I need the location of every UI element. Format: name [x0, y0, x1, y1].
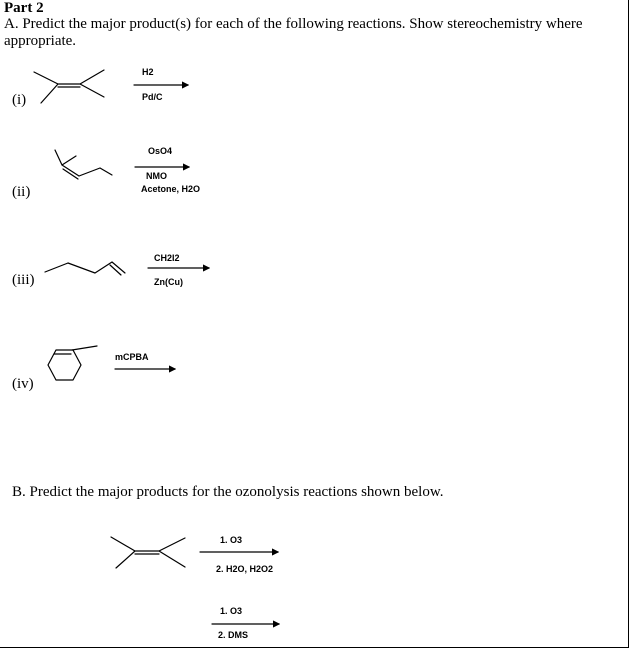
molecule-iv — [48, 346, 97, 380]
reagent-ii-below: NMO — [146, 171, 167, 181]
molecule-iii — [45, 262, 125, 275]
molecule-ii — [55, 150, 112, 179]
reagent-i-above: H2 — [142, 67, 154, 77]
ozonolysis-2-step-2: 2. DMS — [218, 630, 249, 640]
part-title: Part 2 — [4, 0, 44, 16]
molecule-b — [111, 537, 185, 568]
section-a-instruction: A. Predict the major product(s) for each of the following reactions. Show stereochemistry where appropriate. — [4, 16, 583, 49]
ozonolysis-1-step-1: 1. O3 — [220, 535, 243, 545]
reagent-i-below: Pd/C — [142, 92, 163, 102]
reaction-label-iv: (iv) — [12, 376, 34, 392]
reaction-label-iii: (iii) — [12, 272, 35, 288]
reagent-ii-below-2: Acetone, H2O — [141, 184, 201, 194]
section-b-instruction: B. Predict the major products for the ozonolysis reactions shown below. — [12, 484, 444, 500]
ozonolysis-2-step-1: 1. O3 — [220, 606, 243, 616]
reagent-iii-below: Zn(Cu) — [154, 277, 183, 287]
ozonolysis-1-step-2: 2. H2O, H2O2 — [216, 564, 274, 574]
reagent-ii-above: OsO4 — [148, 146, 173, 156]
reagent-iii-above: CH2I2 — [154, 253, 180, 263]
reaction-label-i: (i) — [12, 92, 27, 108]
reagent-iv-above: mCPBA — [115, 352, 149, 362]
reaction-label-ii: (ii) — [12, 184, 31, 200]
molecule-i — [34, 70, 104, 103]
